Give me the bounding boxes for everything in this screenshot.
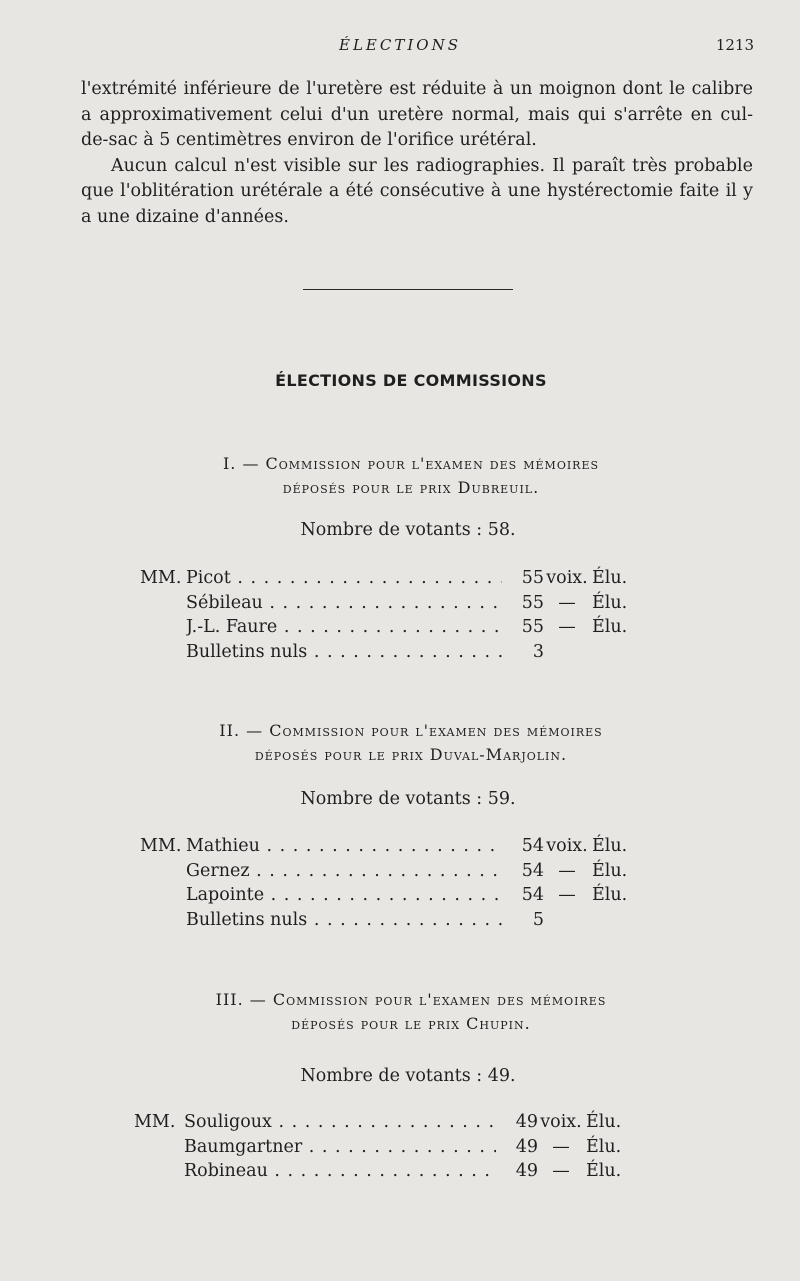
result-row [140, 834, 640, 859]
result-votes: 54 [502, 834, 544, 859]
result-prefix: MM. [140, 836, 182, 856]
section-heading: ÉLECTIONS DE COMMISSIONS [275, 371, 547, 390]
intro-paragraph: Aucun calcul n'est visible sur les radiographies. Il paraît très probable que l'oblitération urétérale a été consécutive à une hystérectomie faite il y a une dizaine d'années. [81, 155, 753, 227]
result-votes: 55 [502, 591, 544, 616]
section-divider [303, 289, 513, 290]
result-unit: — [558, 860, 576, 881]
result-votes: 55 [502, 615, 544, 640]
result-status: Élu. [592, 592, 628, 613]
result-row [134, 1135, 634, 1160]
result-status: Élu. [592, 568, 628, 588]
commission-title-line: I. — Commission pour l'examen des mémoires [222, 454, 600, 473]
commission-title [0, 452, 800, 500]
result-votes: 5 [502, 908, 544, 933]
result-unit: voix. [546, 836, 588, 856]
result-name: Mathieu . . . [186, 834, 540, 859]
commission-title-line: III. — Commission pour l'examen des mémoires [215, 990, 607, 1009]
result-votes: 54 [502, 859, 544, 884]
commission-title [0, 719, 800, 767]
result-status: Élu. [592, 617, 628, 637]
votants-count: Nombre de votants : 58. [300, 520, 516, 540]
results-list [140, 566, 640, 664]
result-status: Élu. [592, 836, 628, 856]
result-name: Baumgartner . . . [184, 1135, 534, 1160]
intro-paragraph: l'extrémité inférieure de l'uretère est réduite à un moignon dont le calibre a approximativement celui d'un uretère normal, mais qui s'arrête en cul-de-sac à 5 centimètres environ de l'orifice urétéral. [81, 79, 753, 150]
result-row [140, 908, 640, 933]
result-votes: 55 [502, 566, 544, 591]
result-name: Gernez . . . [186, 859, 540, 884]
result-unit: voix. [540, 1112, 582, 1132]
result-row [140, 591, 640, 616]
result-name: Bulletins nuls . . . [186, 640, 540, 665]
running-title: ÉLECTIONS [339, 36, 461, 54]
result-status: Élu. [586, 1161, 622, 1181]
result-votes: 49 [496, 1135, 538, 1160]
result-name: Souligoux . . . [184, 1110, 534, 1135]
result-votes: 3 [502, 640, 544, 665]
result-name: J.-L. Faure . . . [186, 615, 540, 640]
result-unit: — [558, 592, 576, 613]
result-status: Élu. [586, 1112, 622, 1132]
result-unit: — [552, 1161, 570, 1181]
commission-title-line: déposés pour le prix Dubreuil. [282, 478, 540, 497]
page-number: 1213 [715, 36, 754, 54]
results-list [140, 834, 640, 932]
result-row [134, 1110, 634, 1135]
result-name: Sébileau . . . [186, 591, 540, 616]
commission-title [0, 988, 800, 1036]
result-row [140, 859, 640, 884]
result-unit: — [558, 885, 576, 905]
result-votes: 49 [496, 1110, 538, 1135]
results-list [134, 1110, 634, 1184]
result-row [140, 640, 640, 665]
result-status: Élu. [592, 885, 628, 905]
result-name: Lapointe . . . [186, 883, 540, 908]
result-votes: 54 [502, 883, 544, 908]
result-unit: voix. [546, 568, 588, 588]
result-prefix: MM. [140, 568, 182, 588]
result-name: Bulletins nuls . . . [186, 908, 540, 933]
result-status: Élu. [586, 1136, 622, 1157]
commission-title-line: II. — Commission pour l'examen des mémoires [219, 721, 603, 740]
result-name: Robineau . . . [184, 1159, 534, 1184]
intro-text [81, 77, 753, 230]
result-name: Picot . . . [186, 566, 540, 591]
result-unit: — [558, 617, 576, 637]
result-status: Élu. [592, 860, 628, 881]
commission-title-line: déposés pour le prix Duval-Marjolin. [254, 745, 568, 764]
result-row [140, 615, 640, 640]
result-votes: 49 [496, 1159, 538, 1184]
result-row [140, 883, 640, 908]
result-row [140, 566, 640, 591]
result-row [134, 1159, 634, 1184]
commission-title-line: déposés pour le prix Chupin. [291, 1014, 531, 1033]
result-prefix: MM. [134, 1112, 176, 1132]
result-unit: — [552, 1136, 570, 1157]
votants-count: Nombre de votants : 49. [300, 1066, 516, 1086]
votants-count: Nombre de votants : 59. [300, 789, 516, 809]
